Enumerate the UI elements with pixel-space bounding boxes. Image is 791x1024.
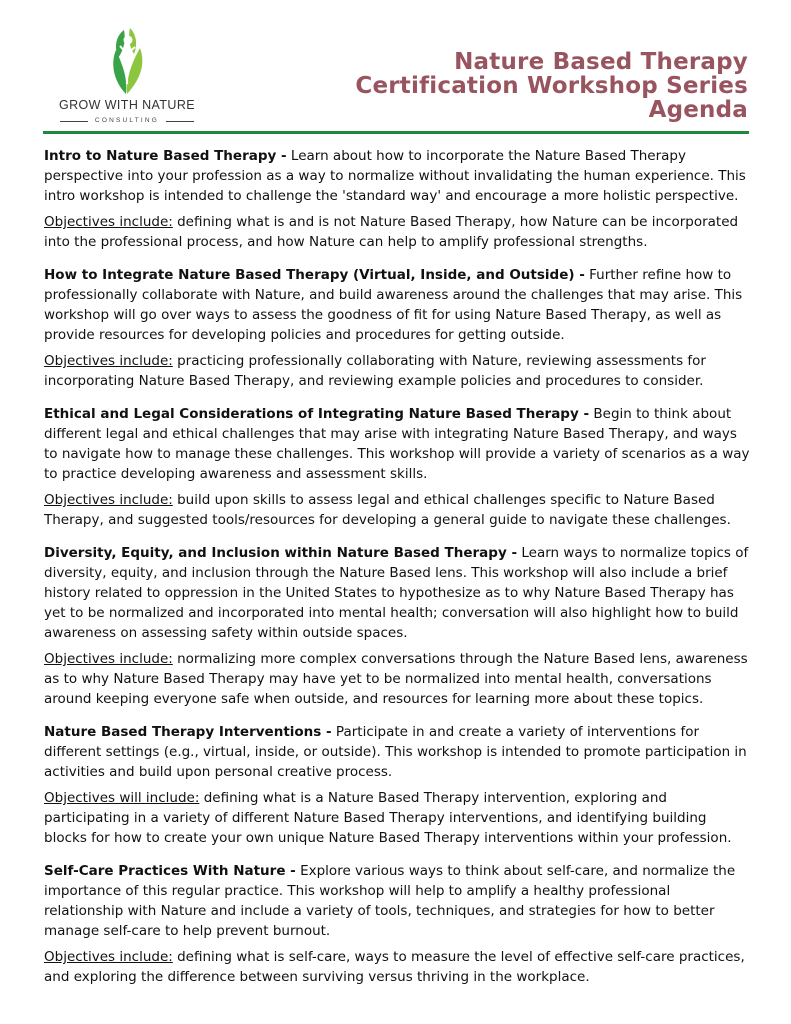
section-heading: Ethical and Legal Considerations of Integrating Nature Based Therapy - [44,406,590,422]
section-description: Further refine how to professionally collaborate with Nature, and build awareness around the challenges that may arise. This workshop will go over ways to assess the goodness of fit for using Nature Based Therapy, as well as provide resources for developing policies and procedures for getting outside. [44,267,743,343]
section-description: Learn ways to normalize topics of diversity, equity, and inclusion through the Nature Based lens. This workshop will also include a brief history related to oppression in the United States to hypothesize as to why Nature Based Therapy has yet to be normalized and incorporated into mental health; conversation will also highlight how to build awareness on assessing safety within outside spaces. [44,545,749,641]
section-description: Participate in and create a variety of interventions for different settings (e.g., virtual, inside, or outside). This workshop is intended to promote participation in activities and build upon personal creative process. [44,724,747,780]
objectives-label: Objectives include: [44,353,173,369]
objectives-label: Objectives will include: [44,790,200,806]
agenda-section [44,146,752,252]
section-description: Begin to think about different legal and ethical challenges that may arise with integrating Nature Based Therapy, and ways to navigate how to manage these challenges. This workshop will provide a variety of scenarios as a way to practice developing awareness and assessment skills. [44,406,750,482]
section-heading: Diversity, Equity, and Inclusion within Nature Based Therapy - [44,545,518,561]
document-title [355,50,748,122]
title-line-2: Certification Workshop Series [355,73,748,99]
section-heading: How to Integrate Nature Based Therapy (Virtual, Inside, and Outside) - [44,267,585,283]
objectives-text: normalizing more complex conversations through the Nature Based lens, awareness as to why Nature Based Therapy may have yet to be normalized into mental health, conversations around keeping everyone safe when outside, and resources for learning more about these topics. [44,651,748,707]
agenda-section [44,265,752,391]
objectives-label: Objectives include: [44,214,173,230]
logo-sub-text: CONSULTING [94,117,160,124]
title-line-3: Agenda [648,97,748,123]
grow-with-nature-logo [52,20,202,130]
section-description: Explore various ways to think about self-care, and normalize the importance of this regular practice. This workshop will help to amplify a healthy professional relationship with Nature and include a variety of tools, techniques, and strategies for how to better manage self-care to help prevent burnout. [44,863,736,939]
agenda-content [44,146,752,1000]
objectives-text: defining what is a Nature Based Therapy intervention, exploring and participating in a variety of different Nature Based Therapy interventions, and identifying building blocks for how to create your own unique Nature Based Therapy interventions within your profession. [44,790,732,846]
objectives-text: defining what is self-care, ways to measure the level of effective self-care practices, and exploring the difference between surviving versus thriving in the workplace. [44,949,745,985]
logo-divider-right [166,121,194,122]
section-heading: Self-Care Practices With Nature - [44,863,296,879]
agenda-section [44,722,752,848]
section-heading: Nature Based Therapy Interventions - [44,724,332,740]
title-line-1: Nature Based Therapy [454,49,748,75]
agenda-section [44,404,752,530]
agenda-section [44,861,752,987]
objectives-text: defining what is and is not Nature Based Therapy, how Nature can be incorporated into the professional process, and how Nature can help to amplify professional strengths. [44,214,739,250]
logo-brand-text: GROW WITH NATURE [58,98,195,112]
objectives-label: Objectives include: [44,651,173,667]
objectives-label: Objectives include: [44,492,173,508]
leaf-person-icon [96,24,156,96]
header [0,0,791,134]
objectives-text: build upon skills to assess legal and ethical challenges specific to Nature Based Therapy, and suggested tools/resources for developing a general guide to navigate these challenges. [44,492,731,528]
agenda-section [44,543,752,709]
section-description: Learn about how to incorporate the Nature Based Therapy perspective into your profession as a way to normalize without invalidating the human experience. This intro workshop is intended to challenge the 'standard way' and encourage a more holistic perspective. [44,148,746,204]
header-rule [43,131,749,134]
section-heading: Intro to Nature Based Therapy - [44,148,287,164]
objectives-text: practicing professionally collaborating with Nature, reviewing assessments for incorporating Nature Based Therapy, and reviewing example policies and procedures to consider. [44,353,706,389]
objectives-label: Objectives include: [44,949,173,965]
